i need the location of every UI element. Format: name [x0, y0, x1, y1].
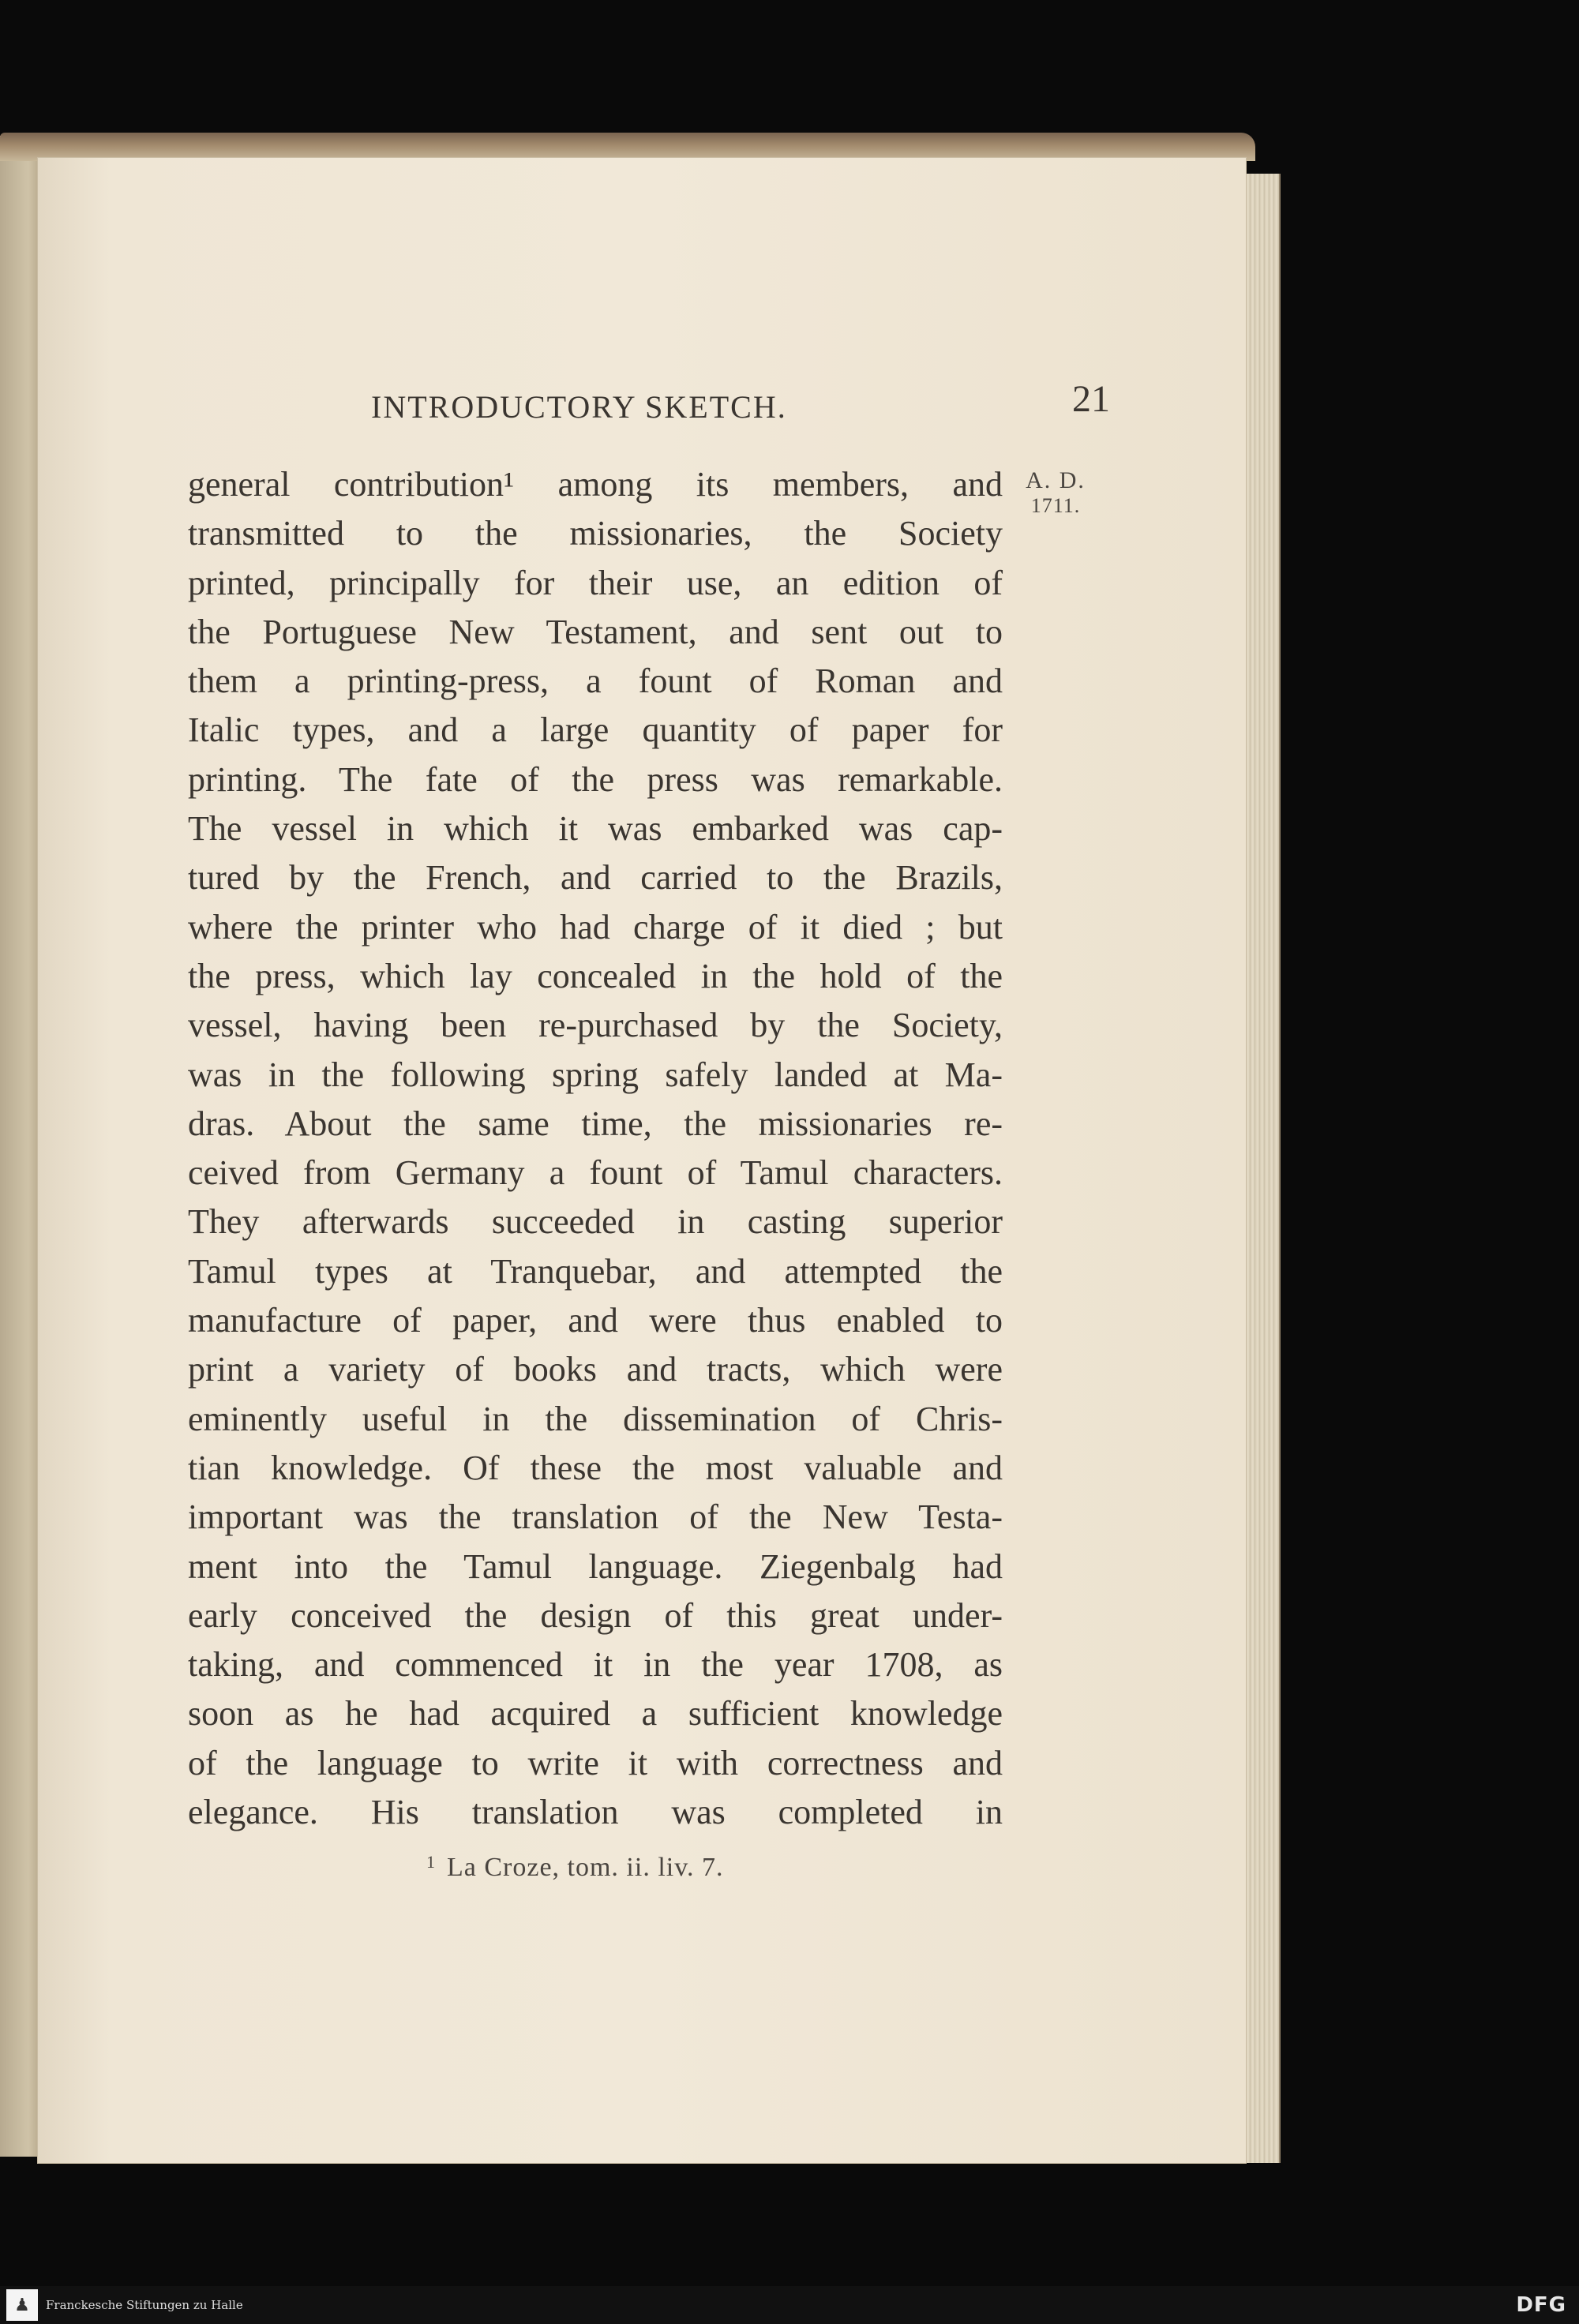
text-line: of the language to write it with correctness and — [188, 1743, 1003, 1782]
margin-note — [1020, 469, 1091, 516]
text-line: where the printer who had charge of it died ; but — [188, 907, 1003, 946]
text-line: eminently useful in the dissemination of Chris- — [188, 1399, 1003, 1438]
text-line: elegance. His translation was completed in — [188, 1793, 1003, 1832]
text-line: ment into the Tamul language. Ziegenbalg had — [188, 1546, 1003, 1586]
dfg-logo: DFG — [1516, 2293, 1566, 2317]
margin-note-year: 1711. — [1030, 494, 1081, 517]
text-line: transmitted to the missionaries, the Society — [188, 514, 1003, 553]
text-line: dras. About the same time, the missionaries re- — [188, 1104, 1003, 1143]
page-number: 21 — [1072, 378, 1110, 420]
text-line: tian knowledge. Of these the most valuable and — [188, 1448, 1003, 1487]
text-line: them a printing-press, a fount of Roman and — [188, 662, 1003, 701]
text-line: Italic types, and a large quantity of paper for — [188, 710, 1003, 750]
text-line: general contribution¹ among its members, and — [188, 465, 1003, 504]
body-text — [188, 460, 1003, 1837]
text-line: print a variety of books and tracts, which were — [188, 1350, 1003, 1389]
book-cover-top-edge — [0, 133, 1255, 161]
text-line: important was the translation of the New Testa- — [188, 1497, 1003, 1537]
text-line: taking, and commenced it in the year 1708, as — [188, 1645, 1003, 1685]
library-name: Franckesche Stiftungen zu Halle — [46, 2298, 243, 2312]
text-line: vessel, having been re-purchased by the Society, — [188, 1006, 1003, 1045]
footnote — [426, 1852, 724, 1883]
library-logo-icon: ♟ — [6, 2289, 38, 2321]
text-line: They afterwards succeeded in casting superior — [188, 1202, 1003, 1242]
text-line: the press, which lay concealed in the hold of the — [188, 956, 1003, 995]
text-line: Tamul types at Tranquebar, and attempted the — [188, 1251, 1003, 1291]
library-credit — [6, 2289, 243, 2321]
text-line: tured by the French, and carried to the Brazils, — [188, 858, 1003, 898]
footnote-text: La Croze, tom. ii. liv. 7. — [447, 1853, 724, 1882]
text-line: manufacture of paper, and were thus enabled to — [188, 1301, 1003, 1340]
text-line: printed, principally for their use, an edition of — [188, 563, 1003, 602]
text-line: early conceived the design of this great under- — [188, 1595, 1003, 1635]
running-head: INTRODUCTORY SKETCH. — [371, 389, 787, 425]
text-line: soon as he had acquired a sufficient knowledge — [188, 1694, 1003, 1734]
viewer-footer — [0, 2286, 1579, 2324]
margin-note-era: A. D. — [1026, 467, 1086, 493]
text-line: ceived from Germany a fount of Tamul characters. — [188, 1153, 1003, 1193]
text-line: The vessel in which it was embarked was cap- — [188, 809, 1003, 849]
footnote-marker: 1 — [426, 1852, 436, 1872]
text-line: was in the following spring safely landed at Ma- — [188, 1055, 1003, 1094]
text-line: the Portuguese New Testament, and sent out to — [188, 612, 1003, 651]
text-line: printing. The fate of the press was remarkable. — [188, 759, 1003, 799]
